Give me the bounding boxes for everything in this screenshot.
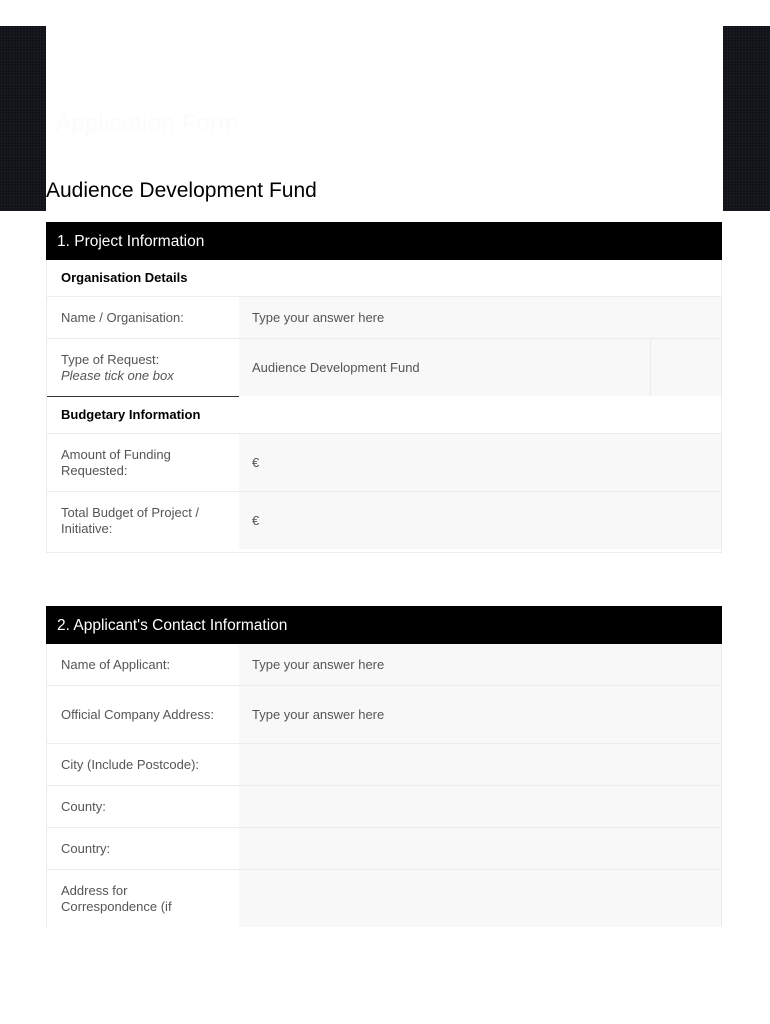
form-row <box>47 338 721 396</box>
funding-requested-label: Amount of Funding Requested: <box>47 434 239 491</box>
form-row <box>47 827 721 869</box>
name-organisation-label: Name / Organisation: <box>47 297 239 338</box>
form-row <box>47 685 721 743</box>
form-row <box>47 491 721 549</box>
company-address-label: Official Company Address: <box>47 686 239 743</box>
city-label: City (Include Postcode): <box>47 744 239 785</box>
form-row <box>47 743 721 785</box>
request-tick-box[interactable] <box>650 339 721 396</box>
correspondence-address-field[interactable] <box>239 870 721 927</box>
form-row <box>47 296 721 338</box>
header-band-right <box>723 26 770 211</box>
request-option-label: Audience Development Fund <box>239 339 650 396</box>
budgetary-information-subheading: Budgetary Information <box>47 396 239 433</box>
contact-information-section <box>46 606 722 927</box>
fund-title: Audience Development Fund <box>46 179 317 202</box>
country-label: Country: <box>47 828 239 869</box>
tick-box-hint: Please tick one box <box>61 367 174 383</box>
county-field[interactable] <box>239 786 721 827</box>
form-row <box>47 433 721 491</box>
form-row <box>47 644 721 685</box>
country-field[interactable] <box>239 828 721 869</box>
funding-requested-field[interactable]: € <box>239 434 721 491</box>
company-address-field[interactable]: Type your answer here <box>239 686 721 743</box>
applicant-name-label: Name of Applicant: <box>47 644 239 685</box>
correspondence-address-label: Address for Correspondence (if <box>47 870 239 927</box>
header-band-left <box>0 26 46 211</box>
total-budget-field[interactable]: € <box>239 492 721 549</box>
total-budget-label: Total Budget of Project / Initiative: <box>47 492 239 549</box>
type-of-request-label-text: Type of Request: <box>61 351 160 367</box>
project-information-section <box>46 222 722 553</box>
applicant-name-field[interactable]: Type your answer here <box>239 644 721 685</box>
section-heading: 1. Project Information <box>46 222 722 260</box>
type-of-request-label <box>47 339 239 396</box>
name-organisation-field[interactable]: Type your answer here <box>239 297 721 338</box>
form-row <box>47 785 721 827</box>
county-label: County: <box>47 786 239 827</box>
form-header-title: Application Form <box>55 110 239 137</box>
section-heading: 2. Applicant's Contact Information <box>46 606 722 644</box>
organisation-details-subheading: Organisation Details <box>47 260 721 296</box>
city-field[interactable] <box>239 744 721 785</box>
form-row <box>47 869 721 927</box>
